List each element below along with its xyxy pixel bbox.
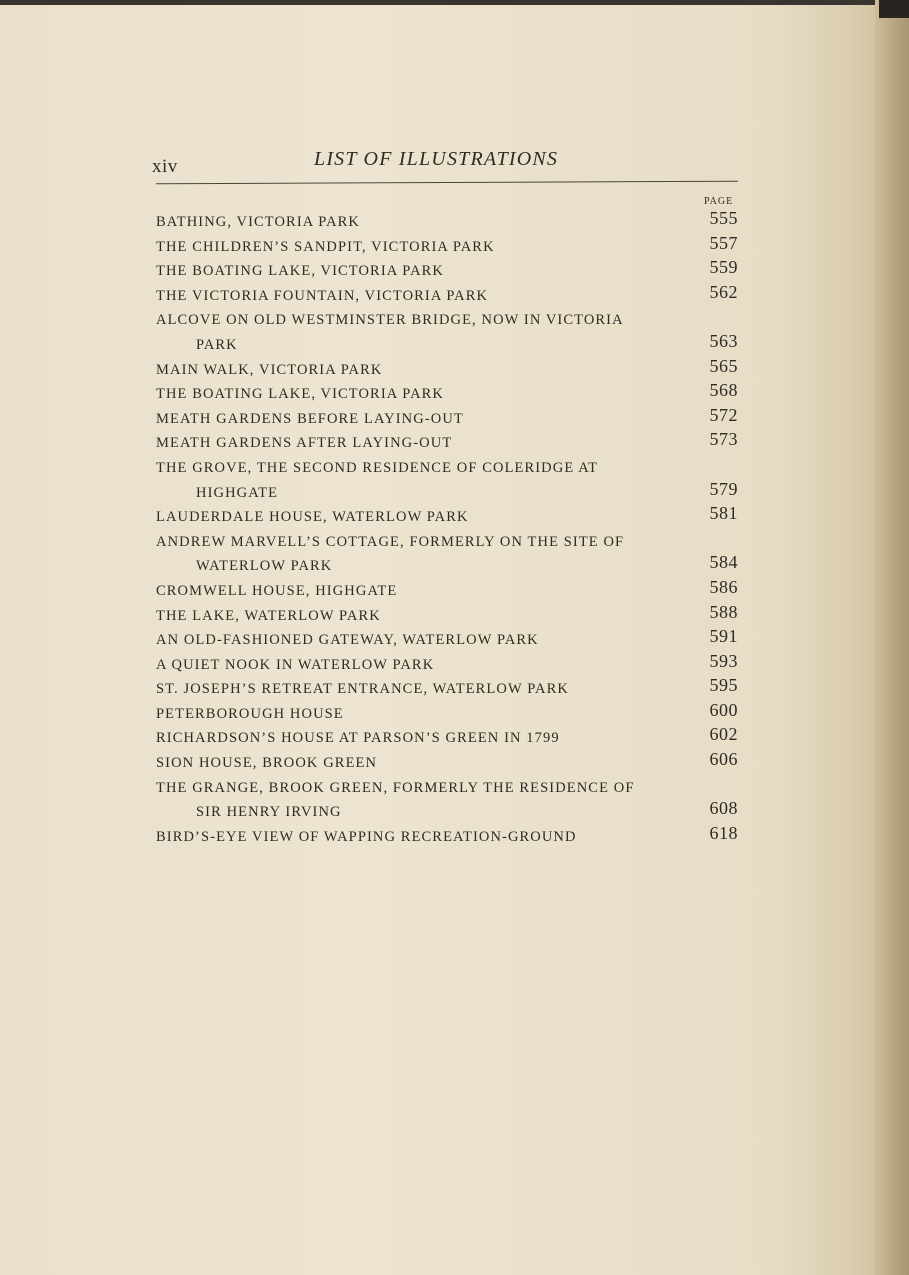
list-item [156, 282, 740, 307]
list-item [156, 380, 740, 405]
illustration-title: LAUDERDALE HOUSE, WATERLOW PARK [156, 509, 469, 526]
illustration-title: SION HOUSE, BROOK GREEN [156, 755, 378, 772]
illustration-title: THE GROVE, THE SECOND RESIDENCE OF COLERIDGE AT [156, 459, 599, 476]
page-number: 586 [709, 576, 738, 597]
list-item [156, 626, 740, 651]
page-number: 602 [709, 724, 738, 745]
list-item [156, 528, 740, 553]
illustration-title: MAIN WALK, VICTORIA PARK [156, 361, 383, 378]
top-edge [0, 0, 909, 5]
page-number: 557 [709, 232, 738, 253]
list-item [156, 479, 740, 504]
list-item [156, 405, 740, 430]
illustration-title: THE VICTORIA FOUNTAIN, VICTORIA PARK [156, 287, 489, 304]
page-number: 559 [709, 257, 738, 278]
illustration-title: AN OLD-FASHIONED GATEWAY, WATERLOW PARK [156, 632, 539, 649]
corner-shadow [879, 0, 909, 18]
page-number: 618 [709, 822, 738, 843]
page-number: 573 [709, 429, 738, 450]
page-title: LIST OF ILLUSTRATIONS [314, 148, 559, 170]
illustration-title: HIGHGATE [196, 484, 279, 501]
page-number: 562 [709, 281, 738, 302]
illustration-title: WATERLOW PARK [196, 558, 333, 575]
list-item [156, 208, 740, 233]
list-item [156, 724, 740, 749]
list-item [156, 233, 740, 258]
illustration-title: CROMWELL HOUSE, HIGHGATE [156, 582, 398, 599]
page-number: 568 [709, 380, 738, 401]
list-item [156, 429, 740, 454]
list-item [156, 577, 740, 602]
list-item [156, 306, 740, 331]
illustration-title: THE LAKE, WATERLOW PARK [156, 607, 381, 624]
illustration-title: THE BOATING LAKE, VICTORIA PARK [156, 386, 444, 403]
list-item [156, 602, 740, 627]
page-number: 584 [709, 552, 738, 573]
page-number: 608 [709, 798, 738, 819]
list-item [156, 749, 740, 774]
list-item [156, 651, 740, 676]
illustration-title: A QUIET NOOK IN WATERLOW PARK [156, 656, 435, 673]
list-item [156, 454, 740, 479]
illustration-list [156, 208, 740, 847]
illustration-title: PETERBOROUGH HOUSE [156, 705, 344, 722]
folio-number: xiv [152, 156, 178, 177]
page-number: 593 [709, 650, 738, 671]
list-item [156, 356, 740, 381]
page-number: 563 [709, 330, 738, 351]
page-number: 572 [709, 404, 738, 425]
illustration-title: THE CHILDREN’S SANDPIT, VICTORIA PARK [156, 238, 495, 255]
page-column-label: PAGE [704, 196, 734, 207]
illustration-title: ALCOVE ON OLD WESTMINSTER BRIDGE, NOW IN VICTORIA [156, 312, 624, 329]
list-item [156, 700, 740, 725]
list-item [156, 552, 740, 577]
list-item [156, 798, 740, 823]
page-number: 565 [709, 355, 738, 376]
illustration-title: ST. JOSEPH’S RETREAT ENTRANCE, WATERLOW PARK [156, 681, 569, 698]
illustration-title: ANDREW MARVELL’S COTTAGE, FORMERLY ON THE SITE OF [156, 533, 625, 550]
illustration-title: THE BOATING LAKE, VICTORIA PARK [156, 263, 444, 280]
page-number: 591 [709, 626, 738, 647]
illustration-title: BATHING, VICTORIA PARK [156, 214, 361, 230]
page-number: 595 [709, 675, 738, 696]
list-item [156, 823, 740, 848]
list-item [156, 257, 740, 282]
list-item [156, 675, 740, 700]
list-item [156, 774, 740, 799]
page-number: 588 [709, 601, 738, 622]
list-item [156, 503, 740, 528]
illustration-title: PARK [196, 336, 238, 353]
illustration-title: MEATH GARDENS AFTER LAYING-OUT [156, 435, 453, 452]
illustration-title: MEATH GARDENS BEFORE LAYING-OUT [156, 410, 464, 427]
page-number: 606 [709, 749, 738, 770]
illustration-title: THE GRANGE, BROOK GREEN, FORMERLY THE RESIDENCE OF [156, 779, 635, 796]
page-number: 579 [709, 478, 738, 499]
list-item [156, 331, 740, 356]
page-number: 581 [709, 503, 738, 524]
page-number: 555 [709, 208, 738, 228]
illustration-title: SIR HENRY IRVING [196, 804, 342, 821]
page-number: 600 [709, 699, 738, 720]
binding-edge [875, 0, 909, 1275]
illustration-title: RICHARDSON’S HOUSE AT PARSON’S GREEN IN 1799 [156, 730, 560, 747]
illustration-title: BIRD’S-EYE VIEW OF WAPPING RECREATION-GROUND [156, 828, 577, 845]
